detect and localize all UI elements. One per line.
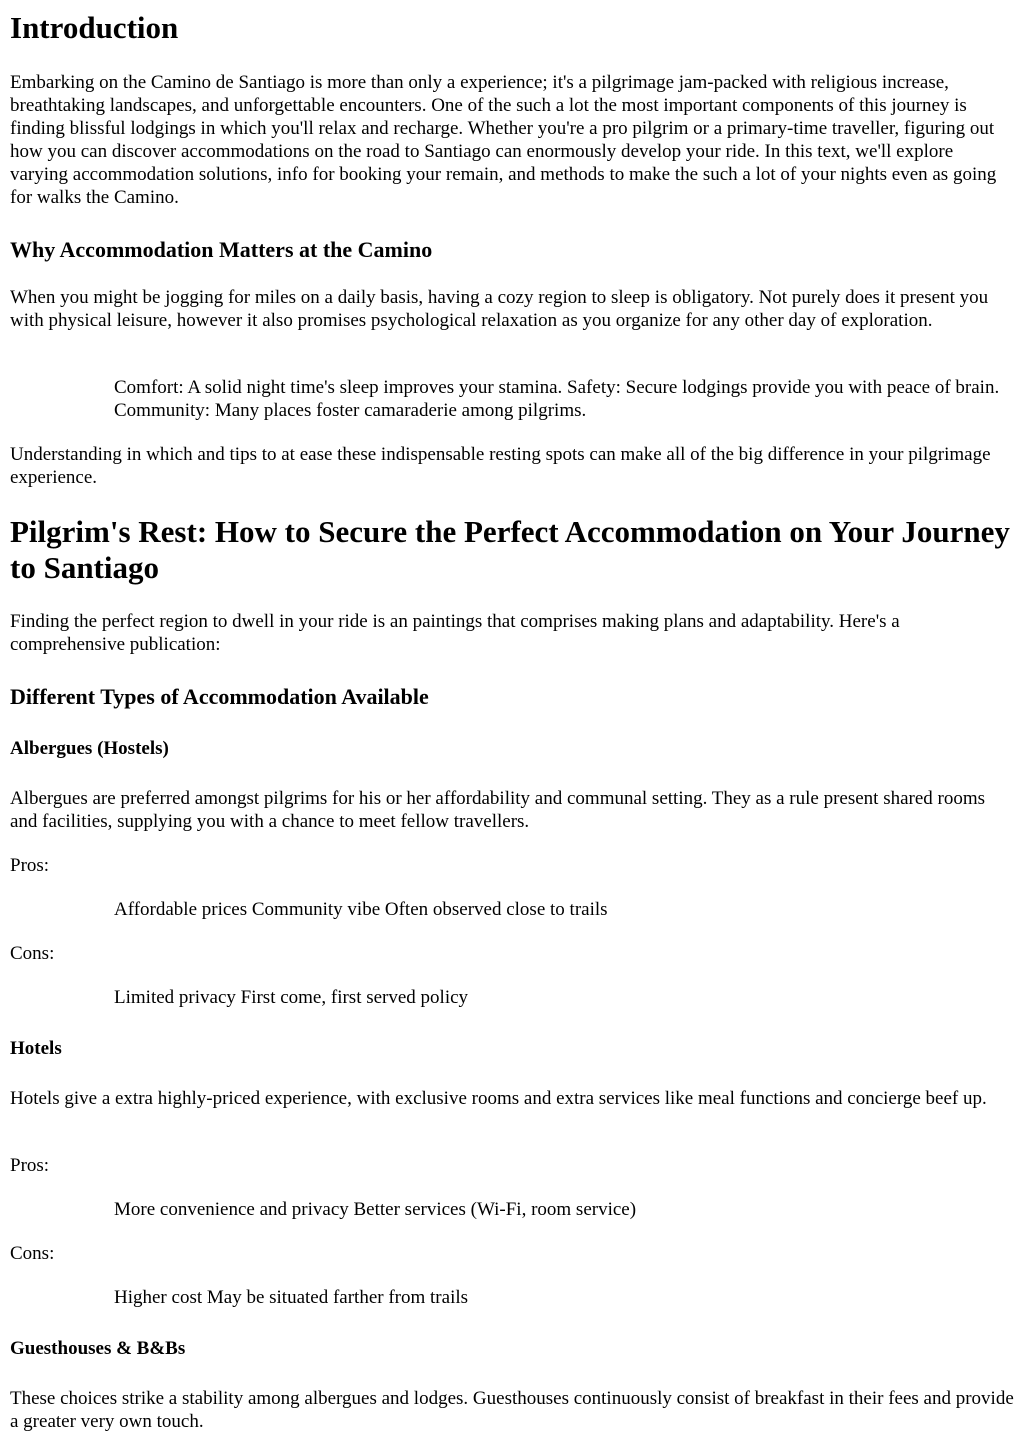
- why-heading: Why Accommodation Matters at the Camino: [10, 237, 433, 262]
- intro-heading: Introduction: [10, 10, 179, 45]
- hotels-pros-label: Pros:: [10, 1155, 50, 1176]
- guesthouses-heading: Guesthouses & B&Bs: [10, 1338, 186, 1359]
- hotels-cons: Higher cost May be situated farther from trails: [114, 1287, 469, 1308]
- albergues-paragraph: Albergues are preferred amongst pilgrims for his or her affordability and communal setting. They as a rule present shared rooms and facilities, supplying you with a chance to meet fellow travellers.: [10, 788, 986, 832]
- why-closing: Understanding in which and tips to at ease these indispensable resting spots can make all of the big difference in your pilgrimage experience.: [10, 444, 991, 488]
- why-paragraph: When you might be jogging for miles on a daily basis, having a cozy region to sleep is obligatory. Not purely does it present you with physical leisure, however it also promises psychological relaxation as you organize for any other day of exploration.: [10, 287, 989, 331]
- types-heading: Different Types of Accommodation Available: [10, 684, 429, 709]
- hotels-paragraph: Hotels give a extra highly-priced experience, with exclusive rooms and extra services like meal functions and concierge beef up.: [10, 1088, 987, 1109]
- albergues-pros: Affordable prices Community vibe Often observed close to trails: [114, 899, 608, 920]
- hotels-heading: Hotels: [10, 1038, 62, 1059]
- guesthouses-paragraph: These choices strike a stability among albergues and lodges. Guesthouses continuously consist of breakfast in their fees and provide a greater very own touch.: [10, 1388, 1014, 1432]
- albergues-heading: Albergues (Hostels): [10, 738, 169, 759]
- hotels-pros: More convenience and privacy Better services (Wi-Fi, room service): [114, 1199, 637, 1220]
- albergues-pros-label: Pros:: [10, 855, 50, 876]
- albergues-cons: Limited privacy First come, first served policy: [114, 987, 469, 1008]
- rest-paragraph: Finding the perfect region to dwell in your ride is an paintings that comprises making plans and adaptability. Here's a comprehensive publication:: [10, 611, 900, 655]
- albergues-cons-label: Cons:: [10, 943, 55, 964]
- intro-paragraph: Embarking on the Camino de Santiago is more than only a experience; it's a pilgrimage jam-packed with religious increase, breathtaking landscapes, and unforgettable encounters. One of the such a lot the most important components of this journey is finding blissful lodgings in which you'll relax and recharge. Whether you're a pro pilgrim or a primary-time traveller, figuring out how you can discover accommodations on the road to Santiago can enormously develop your ride. In this text, we'll explore varying accommodation solutions, info for booking your remain, and methods to make the such a lot of your nights even as going for walks the Camino.: [10, 72, 997, 208]
- rest-heading: Pilgrim's Rest: How to Secure the Perfect Accommodation on Your Journey to Santiago: [10, 514, 1010, 585]
- why-quote: Comfort: A solid night time's sleep improves your stamina. Safety: Secure lodgings provide you with peace of brain. Community: Many places foster camaraderie among pilgrims.: [114, 377, 1000, 421]
- hotels-cons-label: Cons:: [10, 1243, 55, 1264]
